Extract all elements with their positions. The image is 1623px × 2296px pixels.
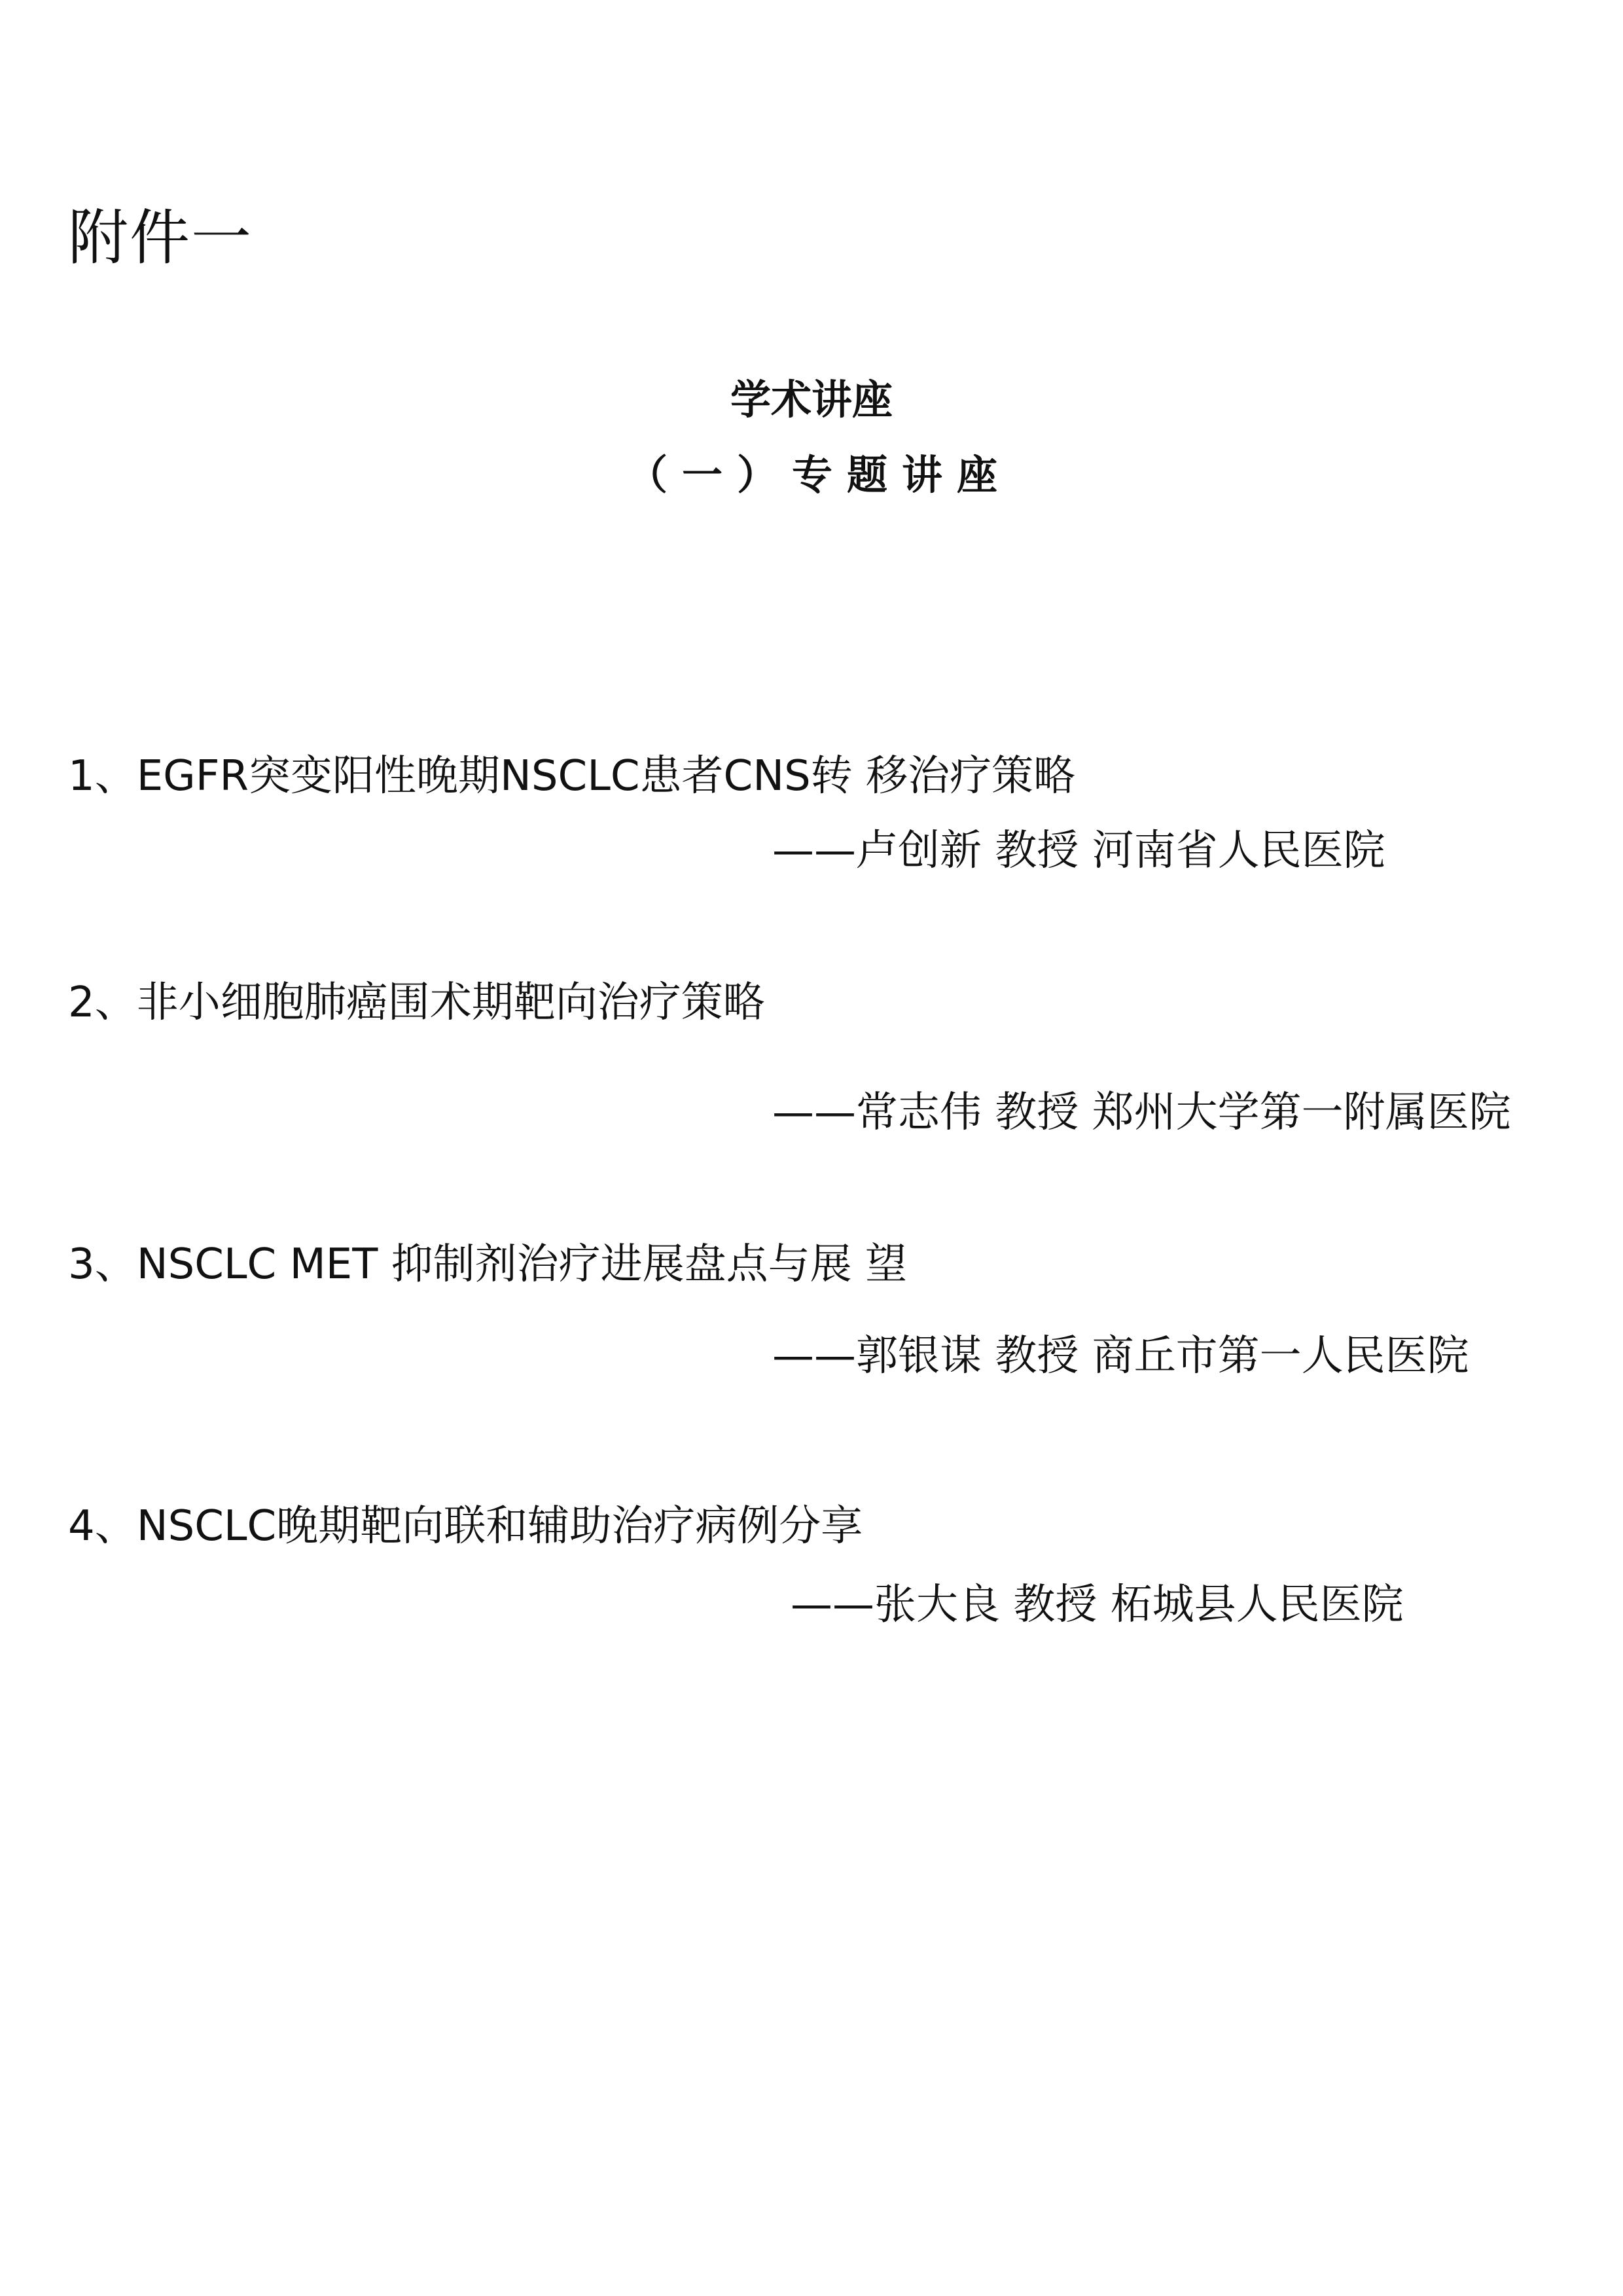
lecture-title: 1、EGFR突变阳性晚期NSCLC患者CNS转 移治疗策略: [68, 752, 1076, 800]
lecture-title: 2、非小细胞肺癌围术期靶向治疗策略: [68, 978, 765, 1027]
lecture-title: 3、NSCLC MET 抑制剂治疗进展盘点与展 望: [68, 1240, 908, 1289]
lecture-title: 4、NSCLC晚期靶向联和辅助治疗病例分享: [68, 1502, 863, 1551]
lecture-speaker: ——张大良 教授 柘城县人民医院: [791, 1581, 1404, 1629]
lecture-speaker: ——常志伟 教授 郑州大学第一附属医院: [772, 1088, 1511, 1137]
heading-sub: （一）专题讲座: [626, 451, 1012, 499]
lecture-speaker: ——卢创新 教授 河南省人民医院: [772, 827, 1385, 875]
heading-main: 学术讲座: [730, 376, 893, 423]
attachment-label: 附件一: [68, 203, 253, 273]
lecture-speaker: ——郭银谋 教授 商丘市第一人民医院: [772, 1332, 1469, 1380]
